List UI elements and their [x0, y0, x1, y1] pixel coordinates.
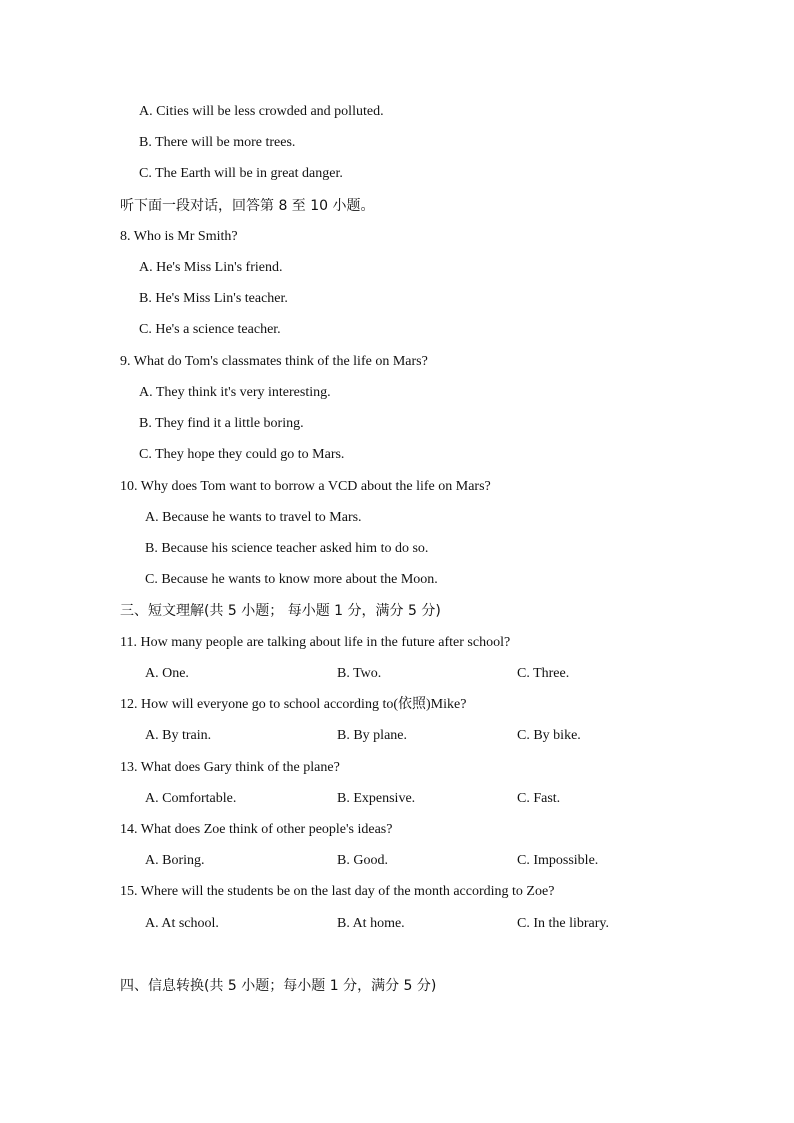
q9-option-b: B. They find it a little boring. [139, 416, 304, 431]
section-4-title: 四、信息转换(共 5 小题；每小题 1 分，满分 5 分) [120, 978, 437, 994]
q14-option-c: C. Impossible. [517, 853, 599, 868]
prev-option-c: C. The Earth will be in great danger. [139, 166, 343, 181]
q13-option-b: B. Expensive. [337, 791, 416, 806]
q8-option-c: C. He's a science teacher. [139, 322, 281, 337]
question-8: 8. Who is Mr Smith? [120, 229, 238, 244]
question-13: 13. What does Gary think of the plane? [120, 760, 340, 775]
question-12: 12. How will everyone go to school according to(依照)Mike? [120, 697, 467, 712]
prev-option-a: A. Cities will be less crowded and polluted. [139, 104, 384, 119]
q10-option-c: C. Because he wants to know more about the Moon. [145, 572, 438, 587]
q8-option-a: A. He's Miss Lin's friend. [139, 260, 283, 275]
q8-option-b: B. He's Miss Lin's teacher. [139, 291, 288, 306]
q14-option-a: A. Boring. [145, 853, 205, 868]
q10-option-a: A. Because he wants to travel to Mars. [145, 510, 362, 525]
question-14: 14. What does Zoe think of other people's ideas? [120, 822, 393, 837]
q10-option-b: B. Because his science teacher asked him to do so. [145, 541, 429, 556]
q13-option-a: A. Comfortable. [145, 791, 237, 806]
q14-option-b: B. Good. [337, 853, 388, 868]
question-10: 10. Why does Tom want to borrow a VCD about the life on Mars? [120, 479, 491, 494]
question-11: 11. How many people are talking about life in the future after school? [120, 635, 511, 650]
q12-option-b: B. By plane. [337, 728, 407, 743]
q15-option-c: C. In the library. [517, 916, 610, 931]
q9-option-c: C. They hope they could go to Mars. [139, 447, 345, 462]
q12-option-c: C. By bike. [517, 728, 581, 743]
q15-option-a: A. At school. [145, 916, 219, 931]
question-15: 15. Where will the students be on the last day of the month according to Zoe? [120, 884, 555, 899]
q15-option-b: B. At home. [337, 916, 405, 931]
prev-option-b: B. There will be more trees. [139, 135, 296, 150]
q11-option-c: C. Three. [517, 666, 570, 681]
question-9: 9. What do Tom's classmates think of the life on Mars? [120, 354, 428, 369]
listening-instruction: 听下面一段对话，回答第 8 至 10 小题。 [120, 198, 375, 214]
q12-option-a: A. By train. [145, 728, 212, 743]
q11-option-b: B. Two. [337, 666, 382, 681]
q11-option-a: A. One. [145, 666, 189, 681]
section-3-title: 三、短文理解(共 5 小题； 每小题 1 分，满分 5 分) [120, 603, 441, 619]
q13-option-c: C. Fast. [517, 791, 561, 806]
q9-option-a: A. They think it's very interesting. [139, 385, 331, 400]
